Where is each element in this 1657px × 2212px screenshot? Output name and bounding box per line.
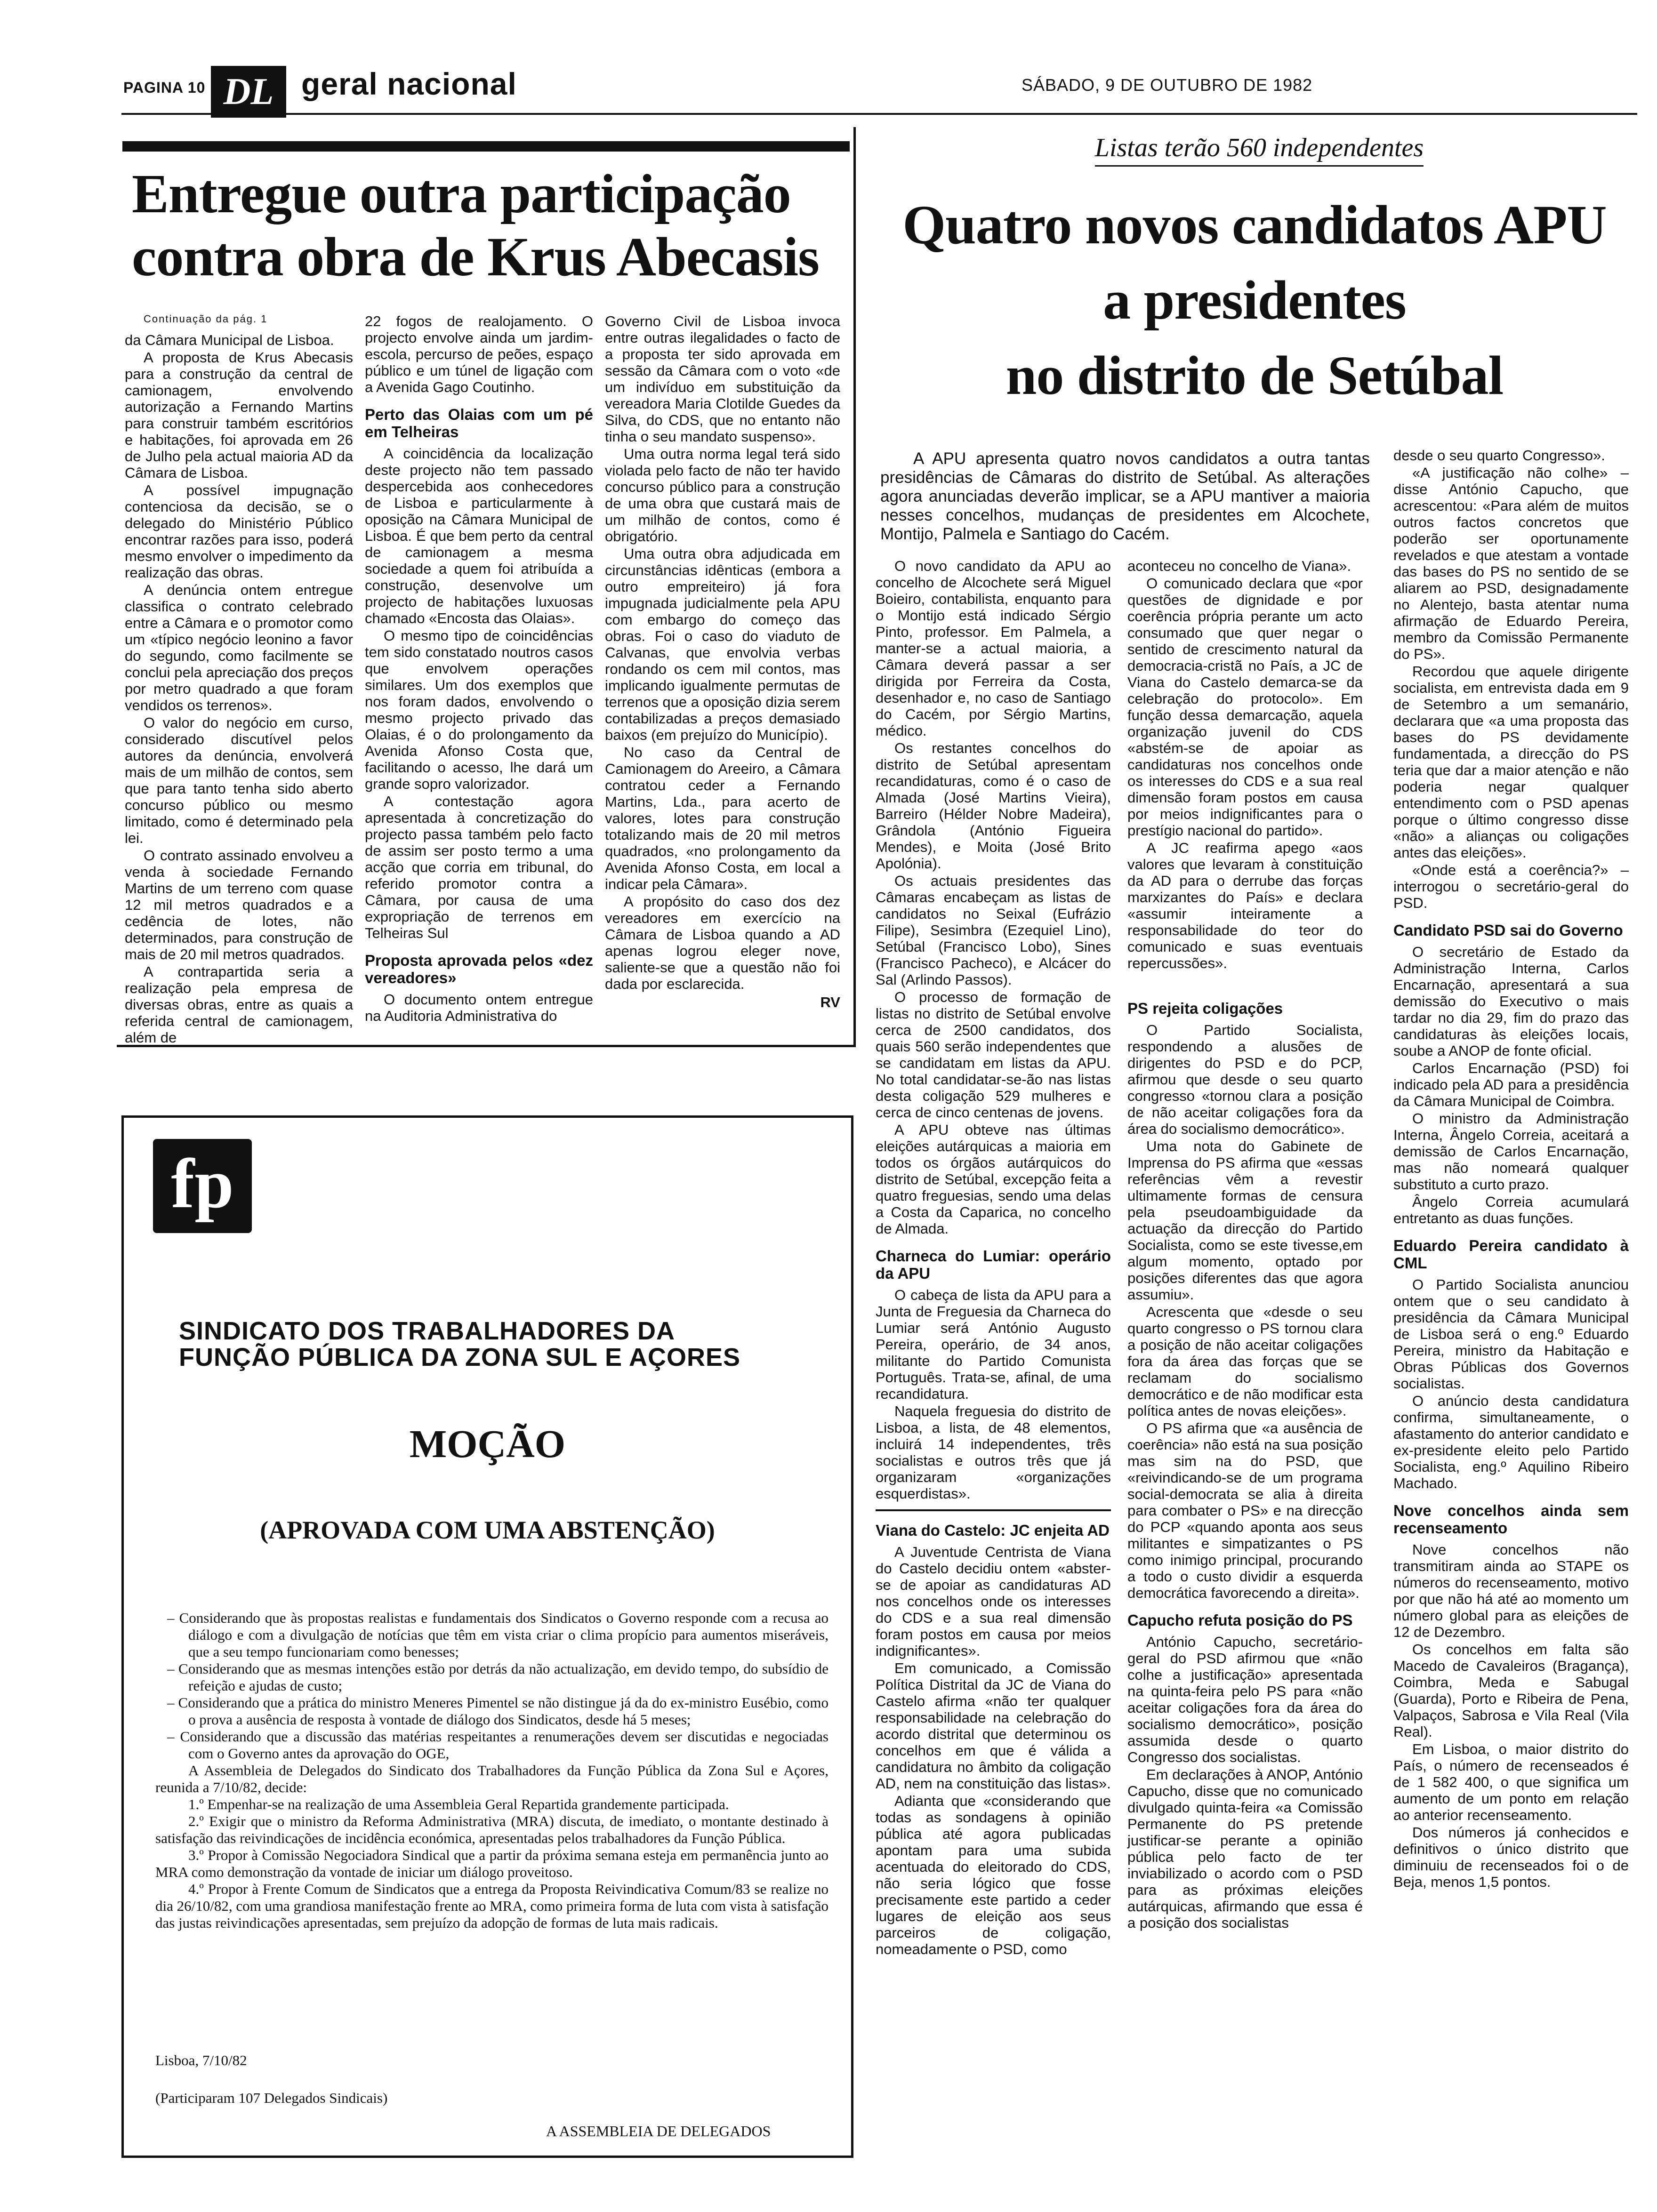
story1-continuation: Continuação da pág. 1 [144,313,268,325]
paragraph: O cabeça de lista da APU para a Junta de Freguesia da Charneca do Lumiar será António Augusto Pereira, operário, de 34 anos, militante do Partido Comunista Português. Trata-se, afinal, de uma recandidatura. [876,1287,1111,1402]
story1-col2 [365,313,593,1025]
paragraph: O comunicado declara que «por questões de dignidade e por coerência própria perante um acto consumado que quer negar o sentido de crescimento natural da democracia-cristã no País, a JC de Viana do Castelo demarca-se da celebração do protocolo». Em função dessa demarcação, aquela organização juvenil do CDS «abstém-se de apoiar as candidaturas nos concelhos onde os interesses do CDS e a sua real dimensão foram postos em causa por meios indignificantes para o prestígio nacional do partido». [1127,575,1363,839]
paragraph: O PS afirma que «a ausência de coerência» não está na sua posição mas sim na do PSD, que «reivindicando-se de um programa social-democrata se alia à direita para combater o PS» e na direcção do PCP «quando aponta aos seus militantes e simpatizantes o PS como inimigo principal, procurando a todo o custo dividir a esquerda democrática favorecendo a direita». [1127,1420,1363,1601]
paragraph: Adianta que «considerando que todas as sondagens à opinião pública até agora publicadas apontam para uma subida acentuada do eleitorado do CDS, não seria lógico que fosse precisamente este partido a ceder lugares de eleição aos seus parceiros de coligação, nomeadamente o PSD, como [876,1793,1111,1957]
paragraph: Os actuais presidentes das Câmaras encabeçam as listas de candidatos no Seixal (Eufrázio Filipe), Sesimbra (Ezequiel Lino), Setúbal (Francisco Lobo), Sines (Francisco Pacheco), e Alcácer do Sal (Arlindo Passos). [876,873,1111,988]
story1-headline [132,162,847,289]
masthead-rule [121,113,1637,115]
ad-body [155,1610,828,1931]
story2-divider [876,1509,1111,1511]
story1-col1 [125,332,353,1047]
story1-col3 [605,313,840,1010]
story2-subhead-ps: PS rejeita coligações [1127,1000,1283,1017]
story1-headline-line2: contra obra de Krus Abecasis [132,226,820,288]
ad-decision: 3.º Propor à Comissão Negociadora Sindical que a partir da próxima semana esteja em permanência junto ao MRA como demonstração da vontade de iniciar um diálogo proveitoso. [155,1847,828,1880]
paragraph: A contestação agora apresentada à concretização do projecto passa também pelo facto de assim ser posto termo a uma acção que corria em tribunal, do referido promotor contra a Câmara, por causa de uma expropriação de terrenos em Telheiras Sul [365,793,593,941]
story2-headline-line2: a presidentes [1103,269,1406,331]
ad-union-name [179,1318,791,1370]
newspaper-logo: DL [211,66,286,118]
paragraph: O anúncio desta candidatura confirma, simultaneamente, o afastamento do anterior candidato e ex-presidente eleito pelo Partido Socialista, eng.º Aquilino Ribeiro Machado. [1393,1393,1629,1491]
paragraph: O Partido Socialista anunciou ontem que o seu candidato à presidência da Câmara Municipal de Lisboa será o eng.º Eduardo Pereira, ministro da Habitação e Obras Públicas dos Governos socialistas. [1393,1276,1629,1392]
paragraph: A Juventude Centrista de Viana do Castelo decidiu ontem «abster-se de apoiar as candidaturas AD nos concelhos onde os interesses do CDS e a sua real dimensão foram postos em causa por meios indignificantes». [876,1544,1111,1659]
page-number: PAGINA 10 [123,79,206,96]
paragraph: 22 fogos de realojamento. O projecto envolve ainda um jardim-escola, percurso de peões, espaço público e um túnel de ligação com a Avenida Gago Coutinho. [365,313,593,395]
ad-union-line1: SINDICATO DOS TRABALHADORES DA [179,1317,676,1345]
ad-decision: 2.º Exigir que o ministro da Reforma Administrativa (MRA) discuta, de imediato, o montante destinado à satisfação das reivindicações de incidência económica, apresentadas pelos trabalhadores da Função Pública. [155,1813,828,1846]
paragraph: No caso da Central de Camionagem do Areeiro, a Câmara contratou ceder a Fernando Martins, Lda., para acerto de valores, lotes para construção totalizando mais de 20 mil metros quadrados, «no prolongamento da Avenida Afonso Costa, em local a indicar pela Câmara». [605,744,840,892]
story2-subhead-eduardo-pereira: Eduardo Pereira candidato à CML [1393,1237,1629,1272]
story2-col2 [1127,558,1363,1932]
paragraph: da Câmara Municipal de Lisboa. [125,332,334,348]
paragraph: Nove concelhos não transmitiram ainda ao STAPE os números do recenseamento, motivo por que não há até ao momento um número global para as eleições de 12 de Dezembro. [1393,1541,1629,1640]
paragraph: A proposta de Krus Abecasis para a construção da central de camionagem, envolvendo autorização a Fernando Martins para construir também escritórios e habitações, foi aprovada em 26 de Julho pela actual maioria AD da Câmara de Lisboa. [125,349,353,481]
ad-bullet: – Considerando que a prática do ministro Meneres Pimentel se não distingue já da do ex-ministro Eusébio, como o prova a ausência de resposta à vontade de diálogo dos Sindicatos, desde há 5 meses; [167,1694,828,1728]
paragraph: A APU obteve nas últimas eleições autárquicas a maioria em todos os órgãos autárquicos do distrito de Setúbal, excepção feita a quatro freguesias, sendo uma delas a Costa da Caparica, no concelho de Almada. [876,1122,1111,1237]
paragraph: A propósito do caso dos dez vereadores em exercício na Câmara de Lisboa quando a AD apenas logrou eleger nove, saliente-se que a questão não foi dada por esclarecida. [605,893,840,992]
ad-signature: A ASSEMBLEIA DE DELEGADOS [546,2123,771,2140]
story2-subhead-viana: Viana do Castelo: JC enjeita AD [876,1522,1110,1539]
paragraph: Uma outra norma legal terá sido violada pelo facto de não ter havido concurso público para a construção de uma obra que custará mais de um milhão de contos, como é obrigatório. [605,446,840,545]
paragraph: aconteceu no concelho de Viana». [1127,558,1351,574]
ad-logo: fp [153,1139,252,1233]
paragraph: Ângelo Correia acumulará entretanto as duas funções. [1393,1194,1629,1226]
story1-subhead-olaias: Perto das Olaias com um pé em Telheiras [365,406,593,441]
ad-decision: 4.º Propor à Frente Comum de Sindicatos que a entrega da Proposta Reivindicativa Comum/83 se realize no dia 26/10/82, com uma grandiosa manifestação frente ao MRA, como primeira forma de luta com vista à satisfação das justas reivindicações apresentadas, sem prejuízo da adopção de formas de luta mais radicais. [155,1881,828,1931]
story2-headline-line3: no distrito de Setúbal [1005,345,1504,406]
story2-subhead-capucho: Capucho refuta posição do PS [1127,1611,1353,1629]
story2-subhead-candidato-psd: Candidato PSD sai do Governo [1393,922,1623,939]
paragraph: Os concelhos em falta são Macedo de Cavaleiros (Bragança), Coimbra, Meda e Sabugal (Guarda), Porto e Ribeira de Pena, Valpaços, Sabrosa e Vila Real (Vila Real). [1393,1641,1629,1740]
story2-headline-line1: Quatro novos candidatos APU [902,194,1607,256]
story2-headline [864,187,1645,413]
paragraph: Acrescenta que «desde o seu quarto congresso o PS tornou clara a posição de não aceitar coligações fora da área das forças que se reclamam do socialismo democrático e de não modificar esta política antes de novas eleições». [1127,1304,1363,1419]
paragraph: Em comunicado, a Comissão Política Distrital da JC de Viana do Castelo afirma «não ter qualquer responsabilidade na celebração do acordo distrital que determinou os concelhos em que é válida a candidatura no âmbito da coligação AD, nem na constituição das listas». [876,1660,1111,1792]
paragraph: O mesmo tipo de coincidências tem sido constatado noutros casos que envolvem operações similares. Um dos exemplos que nos foram dados, envolvendo o mesmo projecto privado das Olaias, é o do prolongamento da Avenida Afonso Costa que, facilitando o acesso, lhe dará um grande sopro valorizador. [365,627,593,792]
story2-lead: A APU apresenta quatro novos candidatos a outra tantas presidências de Câmaras do distrito de Setúbal. As alterações agora anunciadas deverão implicar, se a APU mantiver a maioria nesses concelhos, mudanças de presidentes em Alcochete, Montijo, Palmela e Santiago do Cacém. [880,449,1370,543]
paragraph: A denúncia ontem entregue classifica o contrato celebrado entre a Câmara e o promotor como um «típico negócio leonino a favor do segundo, como facilmente se conclui pela apreciação dos preços por metro quadrado a que foram vendidos os terrenos». [125,582,353,713]
paragraph: O processo de formação de listas no distrito de Setúbal envolve cerca de 2500 candidatos, dos quais 560 serão independentes que se candidatam em listas da APU. No total candidatar-se-ão nas listas desta coligação 529 mulheres e cerca de cinco centenas de jovens. [876,989,1111,1121]
paragraph: O contrato assinado envolveu a venda à sociedade Fernando Martins de um terreno com quase 12 mil metros quadrados e a cedência de lotes, não determinados, para construção de mais de 20 mil metros quadrados. [125,847,353,962]
paragraph: Em declarações à ANOP, António Capucho, disse que no comunicado divulgado quinta-feira «a Comissão Permanente do PS pretende justificar-se perante a opinião pública pelo facto de ter inviabilizado o acordo com o PSD para as próximas eleições autárquicas, afirmando que essa é a posição dos socialistas [1127,1766,1363,1931]
paragraph: O ministro da Administração Interna, Ângelo Correia, aceitará a demissão de Carlos Encarnação, mas não nomeará qualquer substituto a curto prazo. [1393,1110,1629,1193]
issue-date: SÁBADO, 9 DE OUTUBRO DE 1982 [1022,75,1313,95]
paragraph: O Partido Socialista, respondendo a alusões de dirigentes do PSD e do PCP, afirmou que desde o seu quarto congresso «tornou clara a posição de não aceitar coligações fora da área do socialismo democrático». [1127,1022,1363,1137]
paragraph: «Onde está a coerência?» – interrogou o secretário-geral do PSD. [1393,862,1629,911]
paragraph: O valor do negócio em curso, considerado discutível pelos autores da denúncia, envolverá mais de um milhão de contos, sem que para tanto tenha sido aberto concurso público ou mesmo limitado, como é determinado pela lei. [125,714,353,846]
paragraph: Recordou que aquele dirigente socialista, em entrevista dada em 9 de Setembro a um semanário, declarara que «a uma proposta das bases do PS devidamente fundamentada, a direcção do PS teria que dar a maior atenção e não poderia negar qualquer entendimento com o PSD apenas porque o último congresso disse «não» a alianças ou coligações antes das eleições». [1393,663,1629,861]
paragraph: O documento ontem entregue na Auditoria Administrativa do [365,991,593,1024]
paragraph: O novo candidato da APU ao concelho de Alcochete será Miguel Boieiro, contabilista, enquanto para o Montijo está indicado Sérgio Pinto, professor. Em Palmela, a manter-se a actual maioria, a Câmara deverá passar a ser dirigida por Ferreira da Costa, desenhador e, no caso de Santiago do Cacém, por Sérgio Martins, médico. [876,558,1111,739]
paragraph: António Capucho, secretário-geral do PSD afirmou que «não colhe a justificação» apresentada na quinta-feira pelo PS para «não aceitar coligações fora da área do socialismo democrático», posição assumida desde o quarto Congresso dos socialistas. [1127,1634,1363,1765]
paragraph: Carlos Encarnação (PSD) foi indicado pela AD para a presidência da Câmara Municipal de Coimbra. [1393,1060,1629,1109]
ad-place-date: Lisboa, 7/10/82 [155,2052,247,2068]
paragraph: Os restantes concelhos do distrito de Setúbal apresentam recandidaturas, como é o caso de Almada (José Martins Vieira), Barreiro (Hélder Nobre Madeira), Grândola (António Figueira Mendes), e Moita (José Brito Apolónia). [876,740,1111,872]
story2-subhead-recenseamento: Nove concelhos ainda sem recenseamento [1393,1502,1629,1537]
ad-assembly-intro: A Assembleia de Delegados do Sindicato dos Trabalhadores da Função Pública da Zona Sul e Açores, reunida a 7/10/82, decide: [155,1762,828,1795]
story2-col1 [876,558,1111,1958]
story2-subhead-charneca: Charneca do Lumiar: operário da APU [876,1247,1111,1282]
paragraph: desde o seu quarto Congresso». [1393,447,1605,464]
paragraph: O secretário de Estado da Administração Interna, Carlos Encarnação, apresentará a sua demissão do Executivo o mais tardar no dia 29, fim do prazo das candidaturas às eleições locais, soube a ANOP de fonte oficial. [1393,944,1629,1059]
section-title: geral nacional [301,66,517,101]
paragraph: A JC reafirma apego «aos valores que levaram à constituição da AD para o derrube das forças marxizantes do País» e declara «assumir inteiramente a responsabilidade do teor do comunicado e suas eventuais repercussões». [1127,840,1363,971]
story2-col3 [1393,447,1629,1891]
ad-title: MOÇÃO [409,1422,566,1466]
ad-bullet: – Considerando que às propostas realistas e fundamentais dos Sindicatos o Governo responde com a recusa ao diálogo e com a divulgação de notícias que têm em vista criar o clima propício para aumentos miseráveis, que a seu tempo funcionariam como benesses; [167,1610,828,1660]
story2-kicker: Listas terão 560 independentes [885,133,1633,163]
ad-participants: (Participaram 107 Delegados Sindicais) [155,2090,388,2106]
ad-subtitle: (APROVADA COM UMA ABSTENÇÃO) [260,1516,715,1544]
paragraph: A possível impugnação contenciosa da decisão, se o delegado do Ministério Público encontrar razões para isso, poderá mesmo envolver o impedimento da realização das obras. [125,482,353,581]
paragraph: Dos números já conhecidos e definitivos o único distrito que diminuiu de recenseados foi o de Beja, menos 1,5 pontos. [1393,1824,1629,1890]
paragraph: Governo Civil de Lisboa invoca entre outras ilegalidades o facto de a proposta ter sido aprovada em sessão da Câmara com o voto «de um indivíduo em substituição da vereadora Maria Clotilde Guedes da Silva, do CDS, que no entanto não tinha o seu mandato suspenso». [605,313,840,445]
story1-signature: RV [820,994,840,1010]
paragraph: A contrapartida seria a realização pela empresa de diversas obras, entre as quais a referida central de camionagem, além de [125,963,353,1046]
paragraph: Naquela freguesia do distrito de Lisboa, a lista, de 48 elementos, incluirá 14 independentes, três socialistas e outros três que já organizaram «organizações esquerdistas». [876,1403,1111,1502]
paragraph: Uma nota do Gabinete de Imprensa do PS afirma que «essas referências vêm a revestir ultimamente formas de censura pela pseudoambiguidade da actuação da direcção do Partido Socialista, como se este tivesse,em algum momento, optado por posições diferentes das que agora assumiu». [1127,1138,1363,1303]
story1-subhead-proposta: Proposta aprovada pelos «dez vereadores» [365,952,593,986]
paragraph: A coincidência da localização deste projecto não tem passado despercebida aos conhecedores de Lisboa e particularmente à oposição na Câmara Municipal de Lisboa. É que bem perto da central de camionagem a mesma sociedade a quem foi atribuída a construção, desenvolve um projecto de habitações luxuosas chamado «Encosta das Olaias». [365,445,593,626]
ad-bullet: – Considerando que a discussão das matérias respeitantes a renumerações devem ser discutidas e negociadas com o Governo antes da aprovação do OGE, [167,1728,828,1762]
paragraph: «A justificação não colhe» – disse António Capucho, que acrescentou: «Para além de muitos outros factos concretos que poderão ser oportunamente revelados e que atestam a vontade das bases do PS no sentido de se aliarem ao PSD, designadamente no Alentejo, basta atentar numa afirmação de Eduardo Pereira, membro da Comissão Permanente do PS». [1393,465,1629,662]
story1-top-bar [122,141,850,152]
paragraph: Em Lisboa, o maior distrito do País, o número de recenseados é de 1 582 400, o que significa um aumento de um ponto em relação ao anterior recenseamento. [1393,1741,1629,1823]
story1-headline-line1: Entregue outra participação [132,163,791,224]
paragraph: Uma outra obra adjudicada em circunstâncias idênticas (embora a outro empreiteiro) já fora impugnada judicialmente pela APU com embargo do começo das obras. Foi o caso do viaduto de Calvanas, que envolvia verbas rondando os cem mil contos, mas implicando igualmente permutas de terrenos que a oposição dizia serem contabilizadas a preços demasiado baixos (em prejuízo do Município). [605,545,840,743]
ad-union-line2: FUNÇÃO PÚBLICA DA ZONA SUL E AÇORES [179,1343,741,1371]
ad-bullet: – Considerando que as mesmas intenções estão por detrás da não actualização, em devido tempo, do subsídio de refeição e ajudas de custo; [167,1660,828,1694]
ad-decision: 1.º Empenhar-se na realização de uma Assembleia Geral Repartida grandemente participada. [188,1796,729,1812]
